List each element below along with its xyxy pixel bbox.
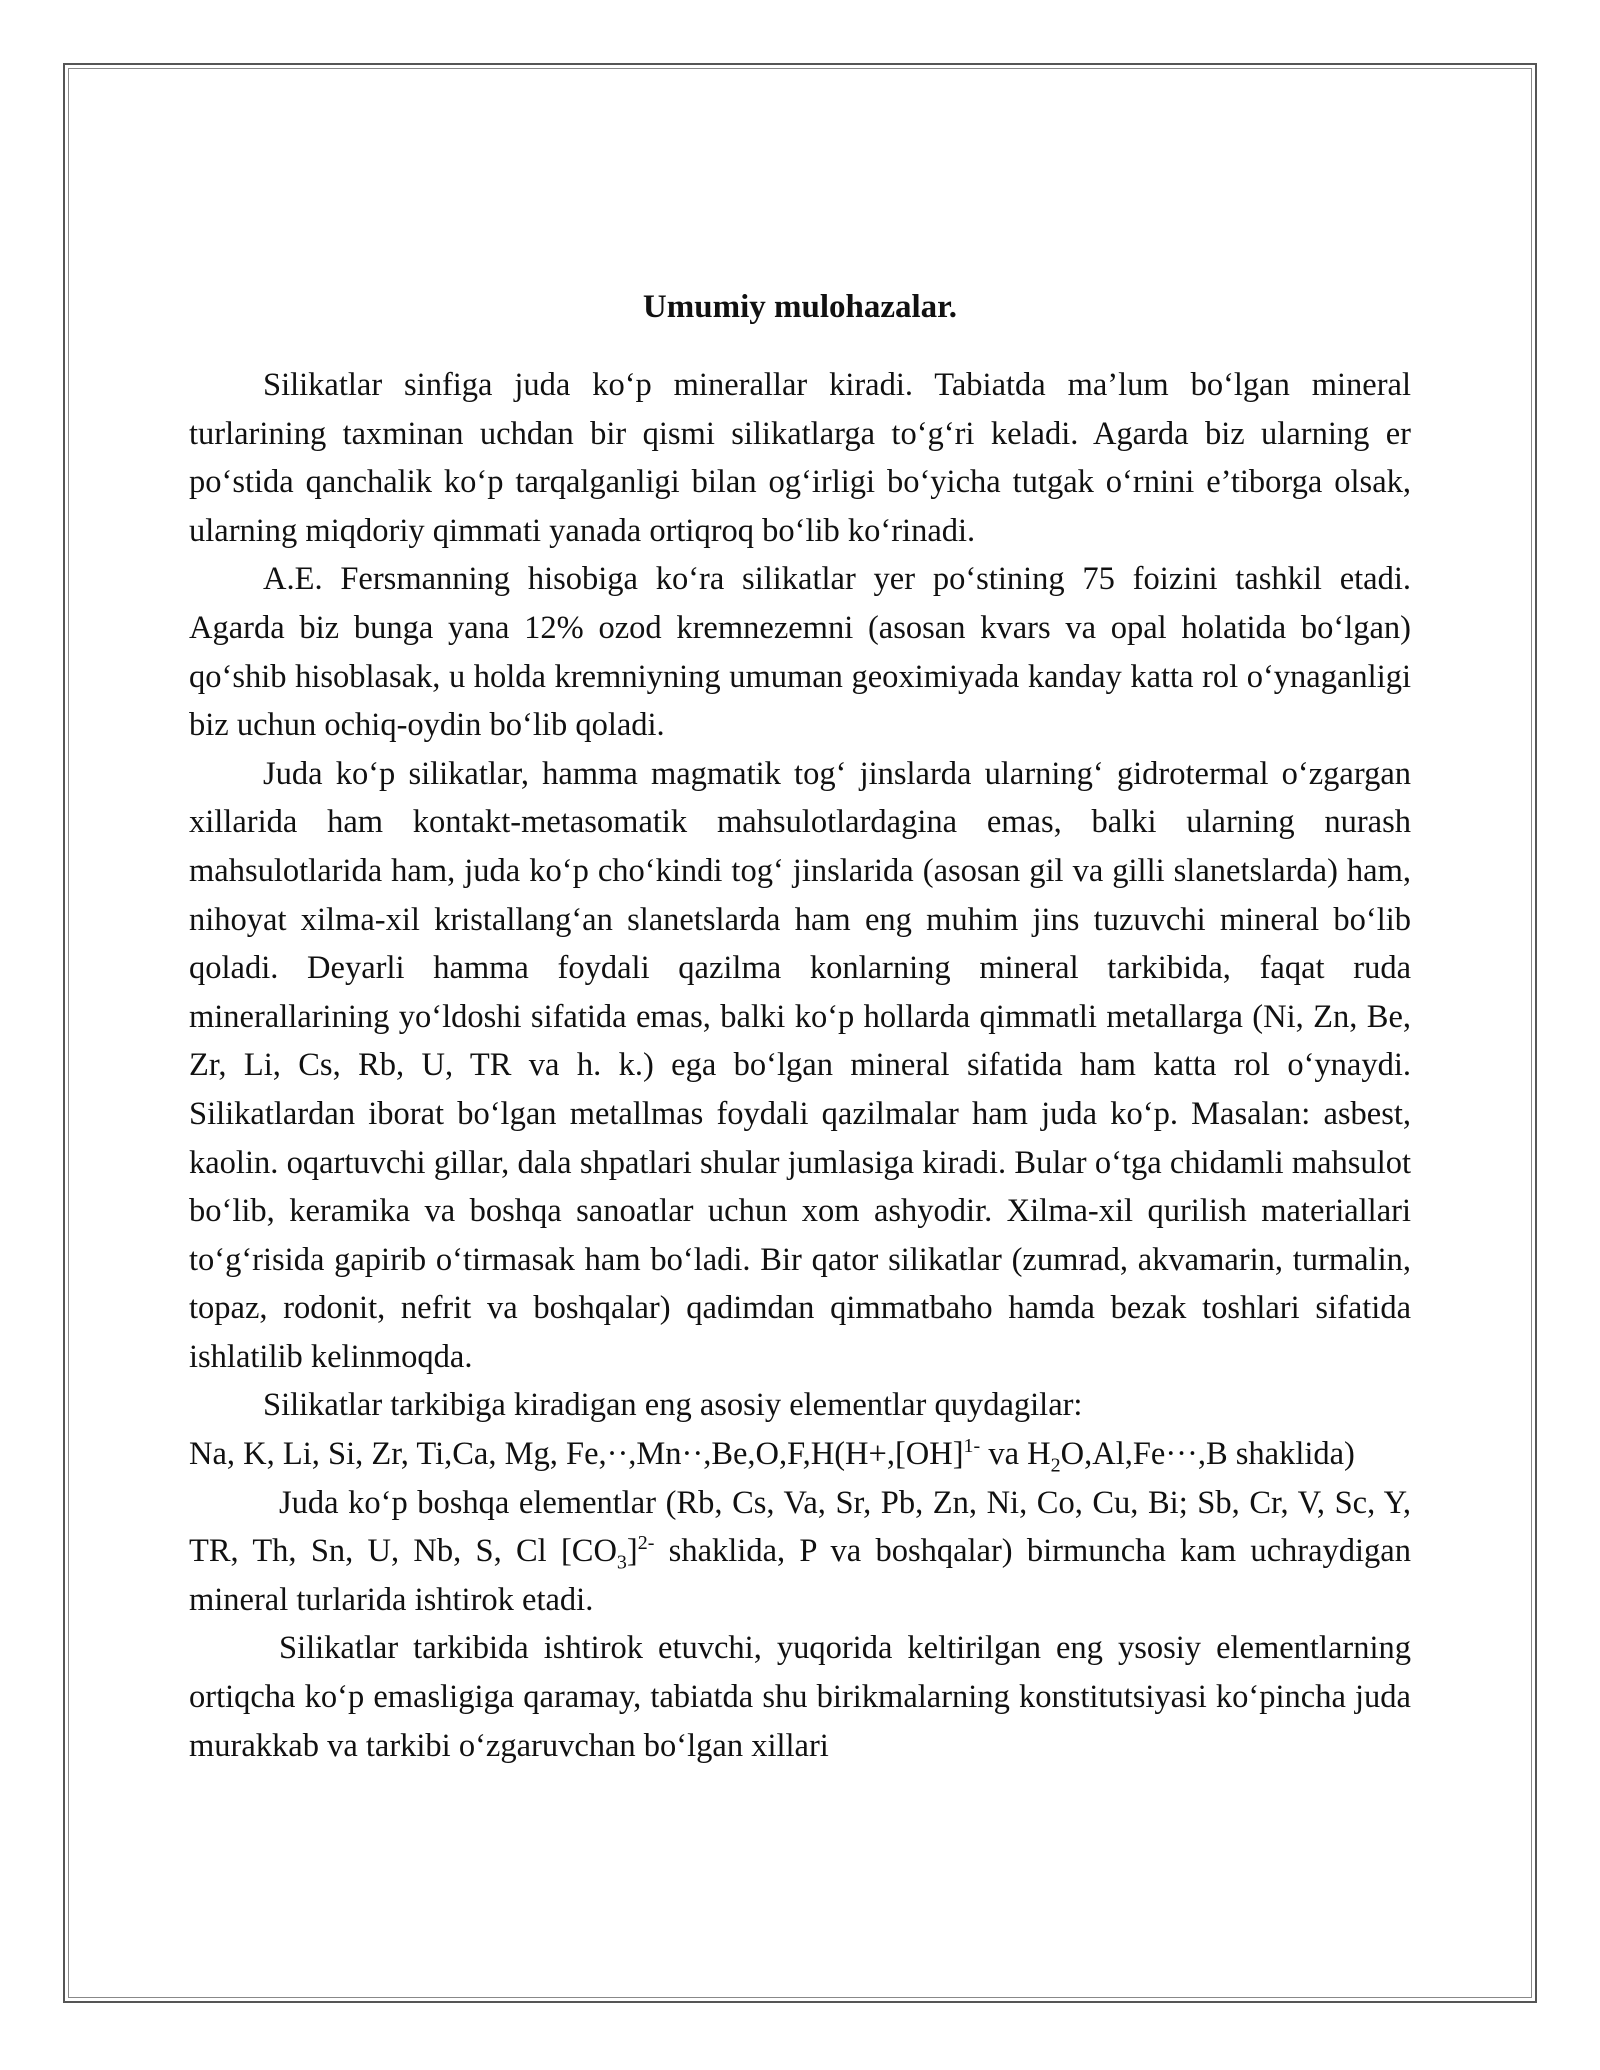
hydroxyl-charge: 1- (963, 1435, 981, 1458)
elements-text-c: O,Al,Fe···,B shaklida) (1060, 1436, 1355, 1473)
p6-text-b: ] (626, 1533, 638, 1570)
carbonate-subscript: 3 (616, 1551, 627, 1574)
paragraph-2: A.E. Fersmanning hisobiga ko‘ra silikatlar yer po‘stining 75 foizini tashkil etadi. Agarda biz bunga yana 12% ozod kremnezemni (asosan kvars va opal holatida bo‘lgan) qo‘shib hisoblasak, u holda kremniyning umuman geoximiyada kanday katta rol o‘ynaganligi biz uchun ochiq-oydin bo‘lib qoladi. (189, 561, 1411, 744)
paragraph-7: Silikatlar tarkibida ishtirok etuvchi, yuqorida keltirilgan eng ysosiy elementlarning ortiqcha ko‘p emasligiga qaramay, tabiatda shu birikmalarning konstitutsiyasi ko‘pincha juda murakkab va tarkibi o‘zgaruvchan bo‘lgan xillari (189, 1630, 1411, 1764)
paragraph-3: Juda ko‘p silikatlar, hamma magmatik tog‘ jinslarda ularning‘ gidrotermal o‘zgargan xillarida ham kontakt-metasomatik mahsulotlardagina emas, balki ularning nurash mahsulotlarida ham, juda ko‘p cho‘kindi tog‘ jinslarida (asosan gil va gilli slanetslarda) ham, nihoyat xilma-xil kristallang‘an slanetslarda ham eng muhim jins tuzuvchi mineral bo‘lib qoladi. Deyarli hamma foydali qazilma konlarning mineral tarkibida, faqat ruda minerallarining yo‘ldoshi sifatida emas, balki ko‘p hollarda qimmatli metallarga (Ni, Zn, Be, Zr, Li, Cs, Rb, U, TR va h. k.) ega bo‘lgan mineral sifatida ham katta rol o‘ynaydi. Silikatlardan iborat bo‘lgan metallmas foydali qazilmalar ham juda ko‘p. Masalan: asbest, kaolin. oqartuvchi gillar, dala shpatlari shular jumlasiga kiradi. Bular o‘tga chidamli mahsulot bo‘lib, keramika va boshqa sanoatlar uchun xom ashyodir. Xilma-xil qurilish materiallari to‘g‘risida gapirib o‘tirmasak ham bo‘ladi. Bir qator silikatlar (zumrad, akvamarin, turmalin, topaz, rodonit, nefrit va boshqalar) qadimdan qimmatbaho hamda bezak toshlari sifatida ishlatilib kelinmoqda. (189, 755, 1411, 1375)
paragraph-1: Silikatlar sinfiga juda ko‘p minerallar kiradi. Tabiatda ma’lum bo‘lgan mineral turlarining taxminan uchdan bir qismi silikatlarga to‘g‘ri keladi. Agarda biz ularning er po‘stida qanchalik ko‘p tarqalganligi bilan og‘irligi bo‘yicha tutgak o‘rnini e’tiborga olsak, ularning miqdoriy qimmati yanada ortiqroq bo‘lib ko‘rinadi. (189, 367, 1411, 549)
document-title: Umumiy mulohazalar. (642, 289, 958, 325)
elements-text-a: Na, K, Li, Si, Zr, Ti,Ca, Mg, Fe,··,Mn··,Be,O,F,H(H+,[OH] (189, 1436, 964, 1473)
elements-text-b: va H (980, 1436, 1051, 1473)
paragraph-5-elements-list (189, 1430, 1411, 1479)
p6-text-a: Juda ko‘p boshqa elementlar (Rb, Cs, Va, Sr, Pb, Zn, Ni, Co, Cu, Bi; Sb, Cr, V, Sc, Y, TR, Th, Sn, U, Nb, S, Cl [CO (189, 1484, 1411, 1570)
document-body (189, 283, 1411, 1770)
paragraph-4: Silikatlar tarkibiga kiradigan eng asosiy elementlar quydagilar: (263, 1387, 1083, 1424)
paragraph-6 (189, 1479, 1411, 1625)
carbonate-charge: 2- (637, 1532, 655, 1555)
water-subscript: 2 (1050, 1454, 1061, 1477)
p6-text-c: shaklida, P va boshqalar) birmuncha kam uchraydigan mineral turlarida ishtirok etadi. (189, 1533, 1411, 1618)
